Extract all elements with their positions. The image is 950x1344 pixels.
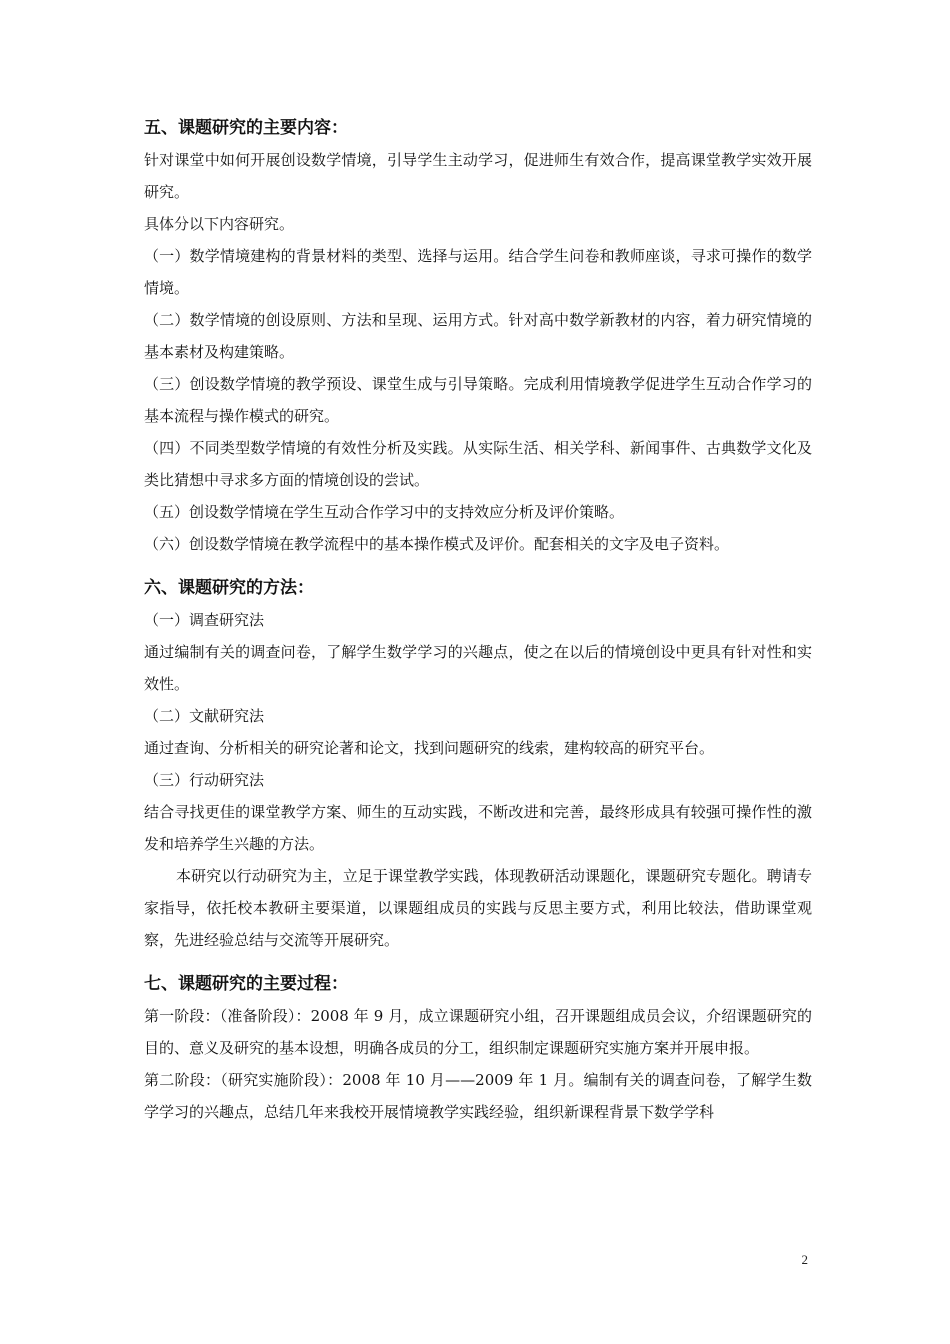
list-item: （三）创设数学情境的教学预设、课堂生成与引导策略。完成利用情境教学促进学生互动合作学习的基本流程与操作模式的研究。 bbox=[144, 375, 812, 425]
document-body bbox=[144, 114, 812, 1128]
paragraph: 通过编制有关的调查问卷，了解学生数学学习的兴趣点，使之在以后的情境创设中更具有针对性和实效性。 bbox=[144, 643, 812, 693]
section-heading: 六、课题研究的方法： bbox=[144, 578, 314, 598]
list-item: （五）创设数学情境在学生互动合作学习中的支持效应分析及评价策略。 bbox=[144, 503, 625, 521]
section-heading: 五、课题研究的主要内容： bbox=[144, 118, 348, 138]
list-item: （六）创设数学情境在教学流程中的基本操作模式及评价。配套相关的文字及电子资料。 bbox=[144, 535, 730, 553]
paragraph: 第一阶段：（准备阶段）：2008 年 9 月，成立课题研究小组，召开课题组成员会议，介绍课题研究的目的、意义及研究的基本设想，明确各成员的分工，组织制定课题研究实施方案并开展申报。 bbox=[144, 1007, 812, 1057]
list-item: （二）数学情境的创设原则、方法和呈现、运用方式。针对高中数学新教材的内容，着力研究情境的基本素材及构建策略。 bbox=[144, 311, 812, 361]
paragraph: 结合寻找更佳的课堂教学方案、师生的互动实践，不断改进和完善，最终形成具有较强可操作性的激发和培养学生兴趣的方法。 bbox=[144, 803, 812, 853]
paragraph: 针对课堂中如何开展创设数学情境，引导学生主动学习，促进师生有效合作，提高课堂教学实效开展研究。 bbox=[144, 151, 812, 201]
list-item: （四）不同类型数学情境的有效性分析及实践。从实际生活、相关学科、新闻事件、古典数学文化及类比猜想中寻求多方面的情境创设的尝试。 bbox=[144, 439, 812, 489]
method-title: （一）调查研究法 bbox=[144, 611, 265, 629]
paragraph: 具体分以下内容研究。 bbox=[144, 215, 295, 233]
paragraph: 第二阶段：（研究实施阶段）：2008 年 10 月——2009 年 1 月。编制有关的调查问卷，了解学生数学学习的兴趣点，总结几年来我校开展情境教学实践经验，组织新课程背景下数学学科 bbox=[144, 1071, 812, 1121]
section-heading: 七、课题研究的主要过程： bbox=[144, 974, 348, 994]
list-item: （一）数学情境建构的背景材料的类型、选择与运用。结合学生问卷和教师座谈，寻求可操作的数学情境。 bbox=[144, 247, 812, 297]
paragraph: 通过查询、分析相关的研究论著和论文，找到问题研究的线索，建构较高的研究平台。 bbox=[144, 739, 715, 757]
paragraph: 本研究以行动研究为主，立足于课堂教学实践，体现教研活动课题化，课题研究专题化。聘请专家指导，依托校本教研主要渠道，以课题组成员的实践与反思主要方式，利用比较法，借助课堂观察，先进经验总结与交流等开展研究。 bbox=[144, 867, 812, 949]
page-number: 2 bbox=[801, 1252, 808, 1267]
method-title: （三）行动研究法 bbox=[144, 771, 265, 789]
method-title: （二）文献研究法 bbox=[144, 707, 265, 725]
